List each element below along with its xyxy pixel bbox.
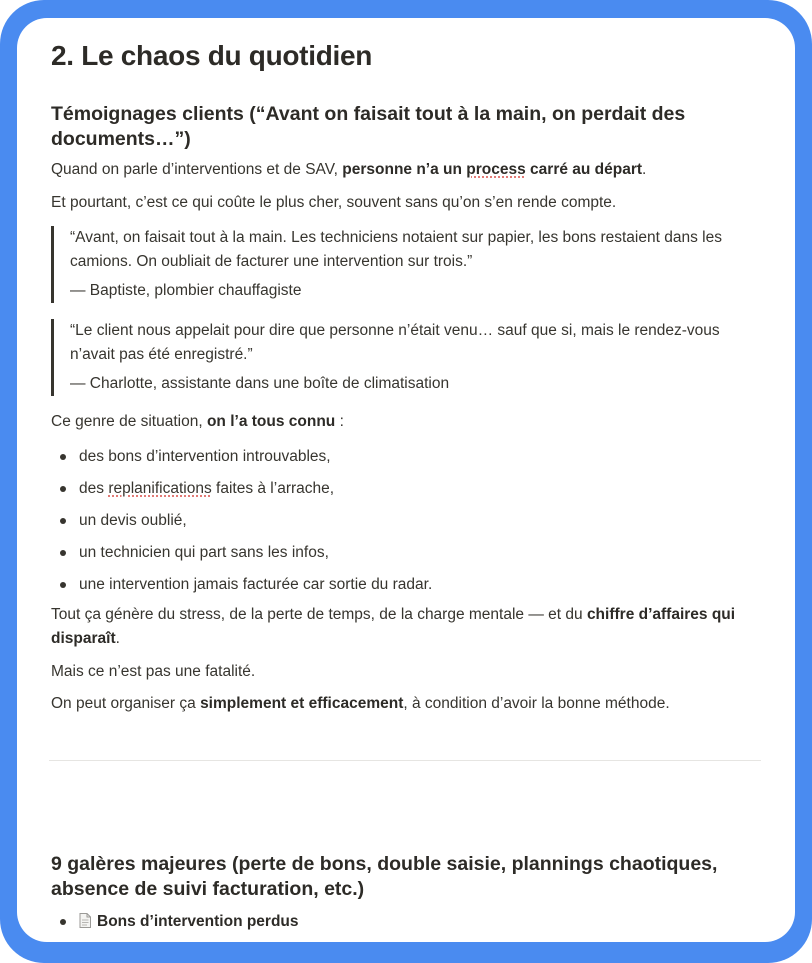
quote-block-2 [51, 319, 741, 396]
intro-bold: personne n’a un process carré au départ [342, 161, 643, 178]
quote-block-1 [51, 226, 741, 303]
intro-paragraph-1: Quand on parle d’interventions et de SAV, personne n’a un process carré au départ. [51, 161, 647, 178]
not-fatal-paragraph: Mais ce n’est pas une fatalité. [51, 663, 256, 680]
page-document-icon [79, 912, 91, 927]
organize-paragraph: On peut organiser ça simplement et efficacement, à condition d’avoir la bonne méthode. [51, 695, 670, 712]
list-item: Bons d’intervention perdus [51, 910, 751, 942]
galeres-list [51, 910, 751, 942]
quote-text: “Avant, on faisait tout à la main. Les techniciens notaient sur papier, les bons restaient dans les camions. On oubliait de facturer une intervention sur trois.” [70, 229, 722, 270]
document-card [17, 18, 795, 942]
list-item: un technicien qui part sans les infos, [51, 541, 751, 573]
galeres-heading: 9 galères majeures (perte de bons, double saisie, plannings chaotiques, absence de suivi facturation, etc.) [51, 853, 718, 900]
list-item: des replanifications faites à l’arrache, [51, 477, 751, 509]
intro-paragraph-2: Et pourtant, c’est ce qui coûte le plus cher, souvent sans qu’on s’en rende compte. [51, 194, 617, 211]
lead-paragraph: Ce genre de situation, on l’a tous connu : [51, 413, 344, 430]
quote-text: “Le client nous appelait pour dire que personne n’était venu… sauf que si, mais le rendez-vous n’avait pas été enregistré.” [70, 322, 720, 363]
list-item: des bons d’intervention introuvables, [51, 445, 751, 477]
quote-author: — Charlotte, assistante dans une boîte de climatisation [70, 375, 450, 392]
testimonials-heading: Témoignages clients (“Avant on faisait tout à la main, on perdait des documents…”) [51, 103, 686, 150]
list-item: un devis oublié, [51, 509, 751, 541]
situations-list [51, 445, 751, 605]
list-item: une intervention jamais facturée car sortie du radar. [51, 573, 751, 605]
impact-paragraph: Tout ça génère du stress, de la perte de temps, de la charge mentale — et du chiffre d’affaires qui disparaît. [51, 606, 736, 647]
quote-author: — Baptiste, plombier chauffagiste [70, 282, 302, 299]
page-title: 2. Le chaos du quotidien [51, 40, 373, 71]
divider [49, 760, 761, 761]
